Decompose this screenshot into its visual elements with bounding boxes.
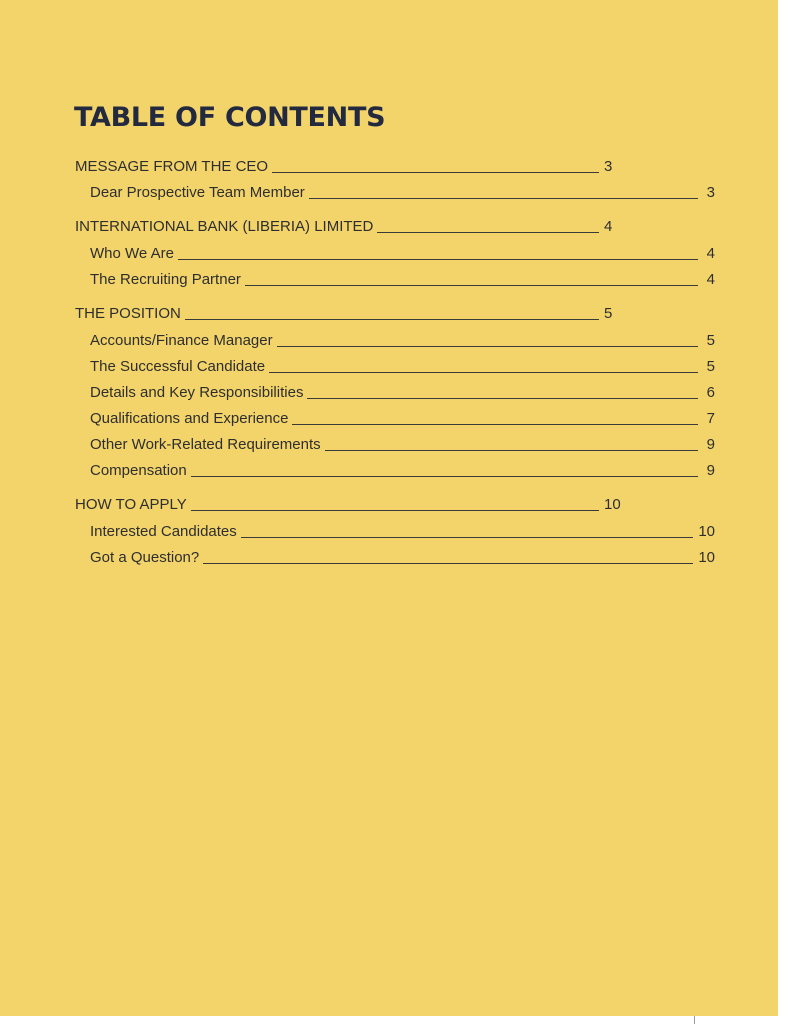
toc-leader-line xyxy=(245,285,698,286)
toc-page-number: 7 xyxy=(706,410,715,427)
toc-entry-label: Accounts/Finance Manager xyxy=(90,332,273,349)
toc-entry-interested-candidates[interactable] xyxy=(90,521,715,541)
toc-page-number: 4 xyxy=(604,218,613,235)
toc-entry-label: Who We Are xyxy=(90,245,174,262)
toc-entry-label: Interested Candidates xyxy=(90,523,237,540)
toc-entry-label: The Successful Candidate xyxy=(90,358,266,375)
toc-entry-label: THE POSITION xyxy=(75,305,181,322)
toc-entry-accounts-finance-manager[interactable] xyxy=(90,330,715,350)
toc-leader-line xyxy=(269,372,698,373)
toc-entry-dear-prospective-team-member[interactable] xyxy=(90,182,715,202)
toc-page-number: 3 xyxy=(706,184,715,201)
toc-page-number: 9 xyxy=(706,462,715,479)
toc-entry-label: Compensation xyxy=(90,462,187,479)
toc-entry-the-position[interactable] xyxy=(75,303,618,323)
toc-entry-compensation[interactable] xyxy=(90,460,715,480)
toc-entry-other-work-requirements[interactable] xyxy=(90,434,715,454)
toc-leader-line xyxy=(309,198,698,199)
toc-entry-label: MESSAGE FROM THE CEO xyxy=(75,158,269,175)
toc-entry-details-key-responsibilities[interactable] xyxy=(90,382,715,402)
toc-page-number: 6 xyxy=(706,384,715,401)
toc-leader-line xyxy=(292,424,698,425)
toc-page-number: 10 xyxy=(698,549,715,566)
toc-entry-successful-candidate[interactable] xyxy=(90,356,715,376)
toc-entry-label: Dear Prospective Team Member xyxy=(90,184,305,201)
toc-entry-international-bank[interactable] xyxy=(75,216,618,236)
toc-leader-line xyxy=(185,319,599,320)
toc-leader-line xyxy=(325,450,698,451)
toc-page-number: 3 xyxy=(604,158,613,175)
toc-entry-label: Details and Key Responsibilities xyxy=(90,384,304,401)
toc-leader-line xyxy=(203,563,693,564)
toc-leader-line xyxy=(178,259,698,260)
toc-entry-recruiting-partner[interactable] xyxy=(90,269,715,289)
toc-page-number: 9 xyxy=(706,436,715,453)
toc-entry-how-to-apply[interactable] xyxy=(75,494,621,514)
crop-mark xyxy=(694,1016,695,1024)
toc-leader-line xyxy=(307,398,698,399)
toc-leader-line xyxy=(272,172,599,173)
toc-leader-line xyxy=(241,537,694,538)
toc-page-number: 4 xyxy=(706,271,715,288)
toc-entry-label: INTERNATIONAL BANK (LIBERIA) LIMITED xyxy=(75,218,374,235)
toc-entry-got-a-question[interactable] xyxy=(90,547,715,567)
toc-page-number: 5 xyxy=(706,332,715,349)
toc-leader-line xyxy=(277,346,698,347)
toc-page-number: 5 xyxy=(604,305,613,322)
toc-page-number: 4 xyxy=(706,245,715,262)
toc-leader-line xyxy=(191,476,698,477)
toc-leader-line xyxy=(191,510,599,511)
page-title: TABLE OF CONTENTS xyxy=(74,102,386,133)
toc-entry-label: Got a Question? xyxy=(90,549,200,566)
toc-page-number: 5 xyxy=(706,358,715,375)
toc-page-number: 10 xyxy=(604,496,621,513)
toc-entry-qualifications-experience[interactable] xyxy=(90,408,715,428)
toc-entry-label: The Recruiting Partner xyxy=(90,271,241,288)
toc-entry-label: Other Work-Related Requirements xyxy=(90,436,321,453)
toc-entry-message-from-ceo[interactable] xyxy=(75,156,618,176)
toc-entry-who-we-are[interactable] xyxy=(90,243,715,263)
toc-entry-label: HOW TO APPLY xyxy=(75,496,187,513)
toc-leader-line xyxy=(377,232,599,233)
toc-page-number: 10 xyxy=(698,523,715,540)
toc-entry-label: Qualifications and Experience xyxy=(90,410,289,427)
